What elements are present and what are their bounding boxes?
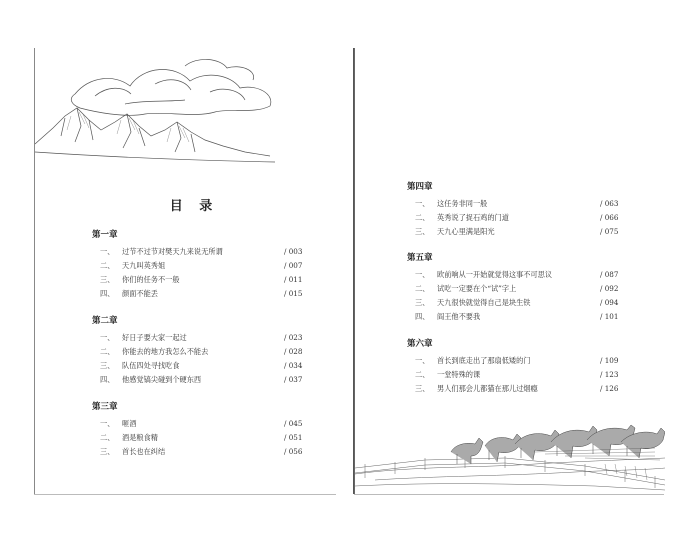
entry-title: 天九很快就觉得自己是块生铁 bbox=[437, 298, 531, 307]
entry-page-number: / 094 bbox=[600, 298, 619, 307]
entry-title: 过节不过节对樊天九来说无所谓 bbox=[122, 247, 223, 256]
chapter-heading: 第六章 bbox=[407, 339, 433, 349]
entry-title: 欧前响从一开始就觉得这事不可思议 bbox=[437, 270, 553, 279]
entry-number: 三、 bbox=[100, 275, 115, 284]
entry-page-number: / 037 bbox=[284, 375, 303, 384]
entry-title: 队伍四处寻找吃食 bbox=[122, 361, 180, 370]
chapter-heading: 第二章 bbox=[92, 316, 118, 326]
entry-title: 一堂特殊的课 bbox=[437, 370, 481, 379]
left-page bbox=[34, 48, 353, 494]
toc-entry[interactable] bbox=[415, 370, 480, 380]
toc-entry[interactable] bbox=[415, 384, 538, 394]
toc-entry[interactable] bbox=[415, 356, 530, 366]
entry-number: 三、 bbox=[100, 447, 115, 456]
entry-page-number: / 034 bbox=[284, 361, 303, 370]
entry-page-number: / 015 bbox=[284, 289, 303, 298]
toc-entry[interactable] bbox=[100, 289, 158, 299]
toc-entry[interactable] bbox=[100, 375, 201, 385]
entry-number: 二、 bbox=[415, 213, 430, 222]
entry-page-number: / 123 bbox=[600, 370, 619, 379]
entry-page-number: / 063 bbox=[600, 199, 619, 208]
page-border-bottom-left bbox=[34, 494, 336, 495]
entry-number: 一、 bbox=[415, 199, 430, 208]
entry-title: 好日子要大家一起过 bbox=[122, 333, 187, 342]
entry-title: 颜面不能丢 bbox=[122, 289, 158, 298]
entry-title: 阎王他不要我 bbox=[437, 312, 481, 321]
toc-entry[interactable] bbox=[415, 213, 509, 223]
toc-entry[interactable] bbox=[100, 247, 223, 257]
entry-title: 试吃一定要在个“试”字上 bbox=[437, 284, 517, 293]
toc-entry[interactable] bbox=[415, 312, 480, 322]
toc-entry[interactable] bbox=[415, 284, 516, 294]
entry-number: 四、 bbox=[415, 312, 430, 321]
entry-page-number: / 028 bbox=[284, 347, 303, 356]
toc-entry[interactable] bbox=[415, 227, 495, 237]
entry-number: 一、 bbox=[100, 419, 115, 428]
toc-entry[interactable] bbox=[100, 361, 180, 371]
entry-title: 这任务非同一般 bbox=[437, 199, 488, 208]
entry-number: 一、 bbox=[415, 356, 430, 365]
entry-title: 天九叫英秀姐 bbox=[122, 261, 166, 270]
entry-page-number: / 045 bbox=[284, 419, 303, 428]
toc-title: 目 录 bbox=[169, 199, 219, 214]
page-border-bottom-right bbox=[354, 494, 664, 495]
entry-page-number: / 101 bbox=[600, 312, 619, 321]
entry-page-number: / 092 bbox=[600, 284, 619, 293]
entry-number: 一、 bbox=[100, 333, 115, 342]
entry-title: 酒是粮食精 bbox=[122, 433, 158, 442]
entry-page-number: / 109 bbox=[600, 356, 619, 365]
chapter-heading: 第四章 bbox=[407, 182, 433, 192]
entry-number: 四、 bbox=[100, 375, 115, 384]
entry-number: 二、 bbox=[100, 261, 115, 270]
entry-number: 三、 bbox=[415, 298, 430, 307]
horse-herd-fence-sketch bbox=[355, 424, 665, 494]
entry-page-number: / 007 bbox=[284, 261, 303, 270]
chapter-heading: 第五章 bbox=[407, 253, 433, 263]
toc-entry[interactable] bbox=[100, 275, 180, 285]
entry-page-number: / 011 bbox=[284, 275, 303, 284]
entry-title: 咂酒 bbox=[122, 419, 137, 428]
entry-title: 男人们那会儿都猫在那儿过烟瘾 bbox=[437, 384, 538, 393]
entry-page-number: / 056 bbox=[284, 447, 303, 456]
entry-title: 首长也在纠结 bbox=[122, 447, 166, 456]
entry-page-number: / 075 bbox=[600, 227, 619, 236]
right-page bbox=[354, 48, 673, 494]
entry-number: 一、 bbox=[415, 270, 430, 279]
entry-number: 二、 bbox=[100, 433, 115, 442]
entry-number: 一、 bbox=[100, 247, 115, 256]
entry-page-number: / 023 bbox=[284, 333, 303, 342]
entry-title: 你们的任务不一般 bbox=[122, 275, 180, 284]
toc-entry[interactable] bbox=[100, 347, 208, 357]
entry-page-number: / 066 bbox=[600, 213, 619, 222]
entry-number: 二、 bbox=[100, 347, 115, 356]
toc-entry[interactable] bbox=[100, 261, 165, 271]
entry-title: 他感觉镐尖碰到个硬东西 bbox=[122, 375, 202, 384]
toc-entry[interactable] bbox=[100, 433, 158, 443]
entry-number: 三、 bbox=[100, 361, 115, 370]
toc-entry[interactable] bbox=[100, 419, 136, 429]
toc-entry[interactable] bbox=[415, 199, 487, 209]
entry-number: 三、 bbox=[415, 384, 430, 393]
toc-entry[interactable] bbox=[100, 333, 187, 343]
toc-entry[interactable] bbox=[100, 447, 165, 457]
chapter-heading: 第三章 bbox=[92, 402, 118, 412]
entry-title: 英秀说了捉石鸡的门道 bbox=[437, 213, 509, 222]
entry-number: 二、 bbox=[415, 284, 430, 293]
entry-title: 首长到底走出了那扇低矮的门 bbox=[437, 356, 531, 365]
toc-entry[interactable] bbox=[415, 270, 552, 280]
entry-number: 四、 bbox=[100, 289, 115, 298]
entry-page-number: / 087 bbox=[600, 270, 619, 279]
entry-number: 三、 bbox=[415, 227, 430, 236]
entry-title: 你能去的地方我怎么不能去 bbox=[122, 347, 209, 356]
toc-entry[interactable] bbox=[415, 298, 530, 308]
entry-title: 天九心里满是阳光 bbox=[437, 227, 495, 236]
mountain-cloud-sketch bbox=[35, 56, 285, 166]
entry-page-number: / 003 bbox=[284, 247, 303, 256]
entry-number: 二、 bbox=[415, 370, 430, 379]
chapter-heading: 第一章 bbox=[92, 230, 118, 240]
entry-page-number: / 126 bbox=[600, 384, 619, 393]
entry-page-number: / 051 bbox=[284, 433, 303, 442]
